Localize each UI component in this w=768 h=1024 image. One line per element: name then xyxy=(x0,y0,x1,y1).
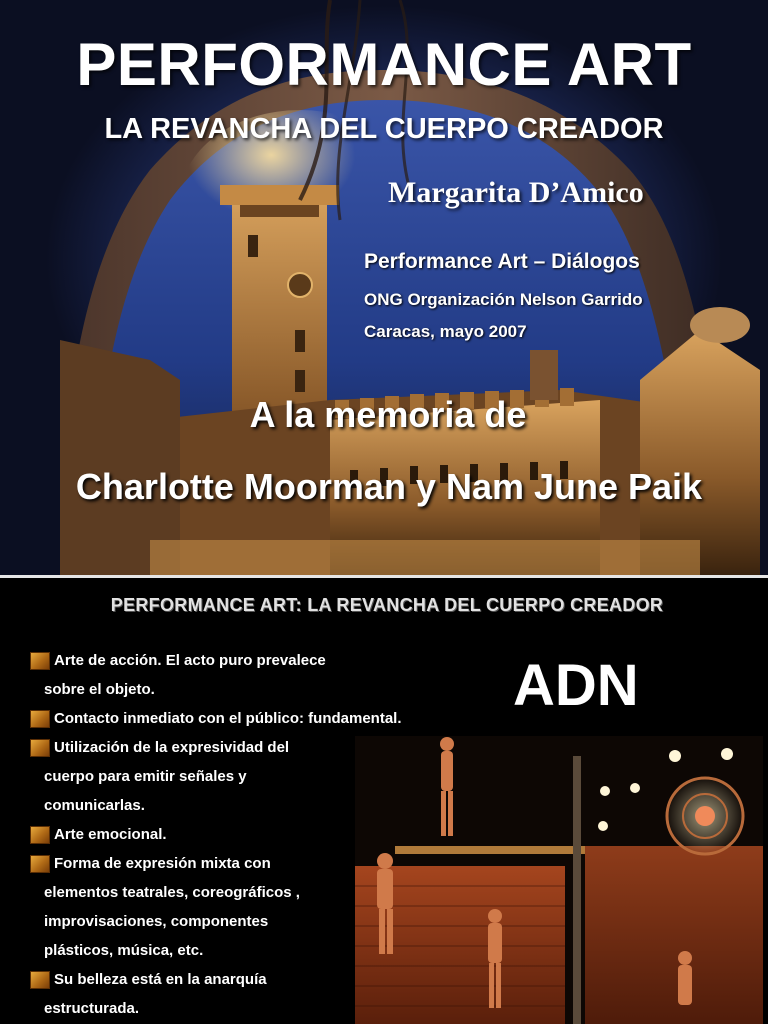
bullet-text: Su belleza está en la anarquía xyxy=(54,971,267,988)
slide-title: PERFORMANCE ART: LA REVANCHA DEL CUERPO CREADOR xyxy=(110,595,664,615)
presentation-subtitle: LA REVANCHA DEL CUERPO CREADOR xyxy=(104,113,664,145)
slide-heading: ADN xyxy=(513,653,639,718)
performance-photo xyxy=(355,736,763,1024)
bullet-text-continued: elementos teatrales, coreográficos , xyxy=(44,884,300,901)
bullet-text: Contacto inmediato con el público: fundamental. xyxy=(54,710,402,727)
orange-square-bullet-icon xyxy=(30,710,50,728)
content-slide xyxy=(0,578,768,1024)
orange-square-bullet-icon xyxy=(30,971,50,989)
bullet-text-continued: comunicarlas. xyxy=(44,797,145,814)
bullet-text: Arte de acción. El acto puro prevalece xyxy=(54,652,326,669)
orange-square-bullet-icon xyxy=(30,652,50,670)
bullet-text-continued: cuerpo para emitir señales y xyxy=(44,768,247,785)
place-date: Caracas, mayo 2007 xyxy=(364,322,527,341)
bullet-text: Arte emocional. xyxy=(54,826,167,843)
dedication-line-2: Charlotte Moorman y Nam June Paik xyxy=(75,466,703,507)
orange-square-bullet-icon xyxy=(30,855,50,873)
bullet-item xyxy=(30,646,470,704)
performance-stage-illustration xyxy=(355,736,763,1024)
bullet-text: Utilización de la expresividad del xyxy=(54,739,290,756)
bullet-text-continued: improvisaciones, componentes xyxy=(44,913,269,930)
bullet-item xyxy=(30,704,470,733)
orange-square-bullet-icon xyxy=(30,826,50,844)
orange-square-bullet-icon xyxy=(30,739,50,757)
bullet-text-continued: estructurada. xyxy=(44,1000,140,1017)
organization-name: ONG Organización Nelson Garrido xyxy=(364,290,643,309)
author-name: Margarita D’Amico xyxy=(388,176,644,209)
event-name: Performance Art – Diálogos xyxy=(364,250,640,273)
bullet-text-continued: sobre el objeto. xyxy=(44,681,155,698)
dedication-line-1: A la memoria de xyxy=(249,394,527,435)
presentation-title: PERFORMANCE ART xyxy=(76,31,692,98)
bullet-text: Forma de expresión mixta con xyxy=(54,855,271,872)
bullet-text-continued: plásticos, música, etc. xyxy=(44,942,204,959)
